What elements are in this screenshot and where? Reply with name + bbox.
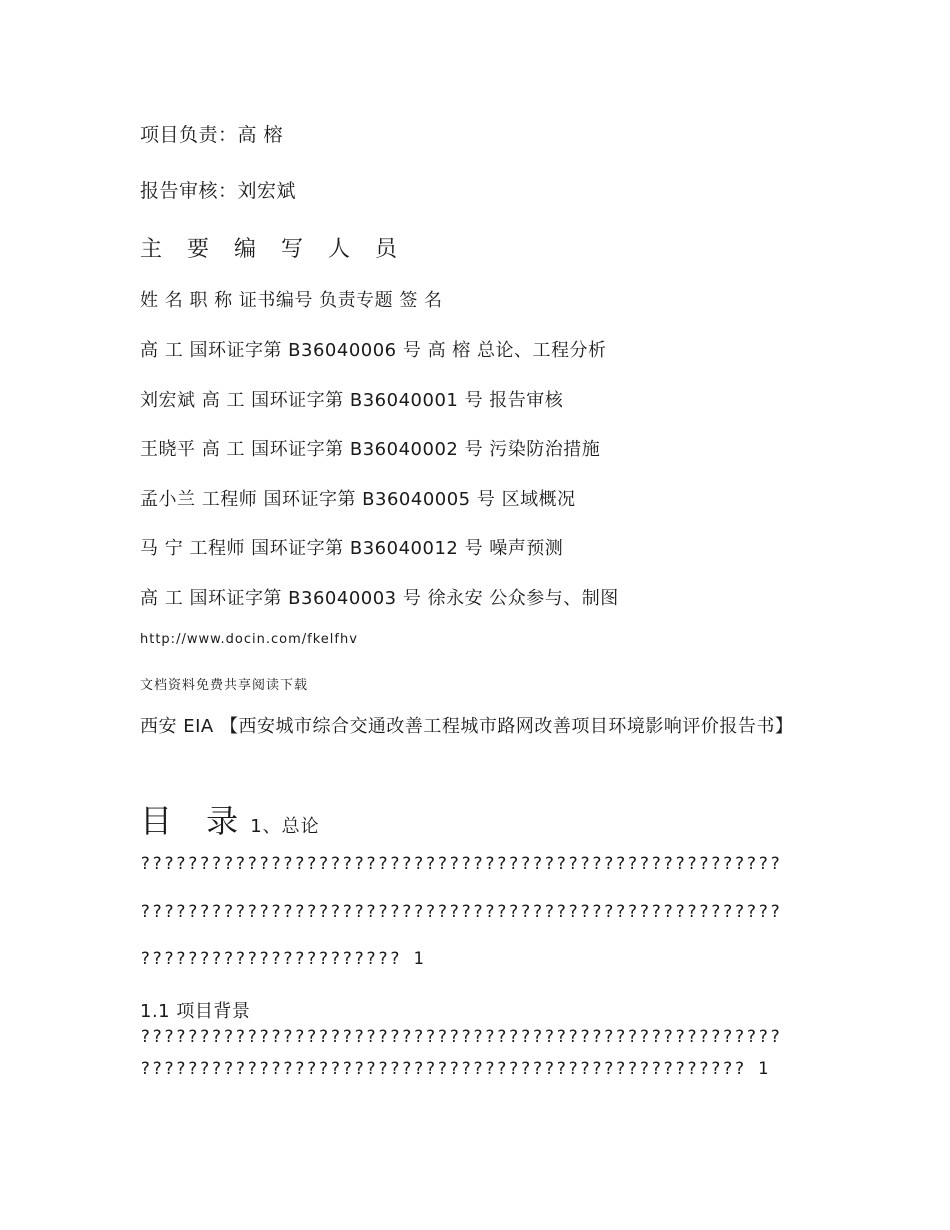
toc-sub-line: ??????????????????????????????????????????????????????: [140, 1027, 782, 1047]
staff-row: 刘宏斌 高 工 国环证字第 B36040001 号 报告审核: [140, 390, 564, 411]
toc-label: 目 录: [140, 802, 251, 840]
staff-heading: 主 要 编 写 人 员: [140, 237, 406, 262]
staff-row: 高 工 国环证字第 B36040003 号 徐永安 公众参与、制图: [140, 588, 619, 609]
source-url: http://www.docin.com/fkelfhv: [140, 632, 358, 647]
project-lead: 项目负责：高 榕: [140, 124, 284, 146]
toc-sub-line: ??????????????????????????????????????????????????? 1: [140, 1059, 770, 1079]
staff-row: 孟小兰 工程师 国环证字第 B36040005 号 区域概况: [140, 489, 576, 510]
toc-first-section: 1、总论: [250, 816, 320, 837]
toc-entry-line: ??????????????????????????????????????????????????????: [140, 854, 782, 874]
toc-subsection-title: 1.1 项目背景: [140, 1001, 251, 1022]
staff-columns: 姓 名 职 称 证书编号 负责专题 签 名: [140, 290, 443, 311]
report-review: 报告审核：刘宏斌: [140, 180, 297, 202]
staff-row: 马 宁 工程师 国环证字第 B36040012 号 噪声预测: [140, 538, 564, 559]
staff-row: 王晓平 高 工 国环证字第 B36040002 号 污染防治措施: [140, 439, 601, 460]
toc-heading-line: [140, 796, 320, 842]
toc-entry-line: ?????????????????????? 1: [140, 949, 426, 969]
document-title: 西安 EIA 【西安城市综合交通改善工程城市路网改善项目环境影响评价报告书】: [140, 716, 794, 737]
staff-row: 高 工 国环证字第 B36040006 号 高 榕 总论、工程分析: [140, 340, 607, 361]
toc-entry-line: ??????????????????????????????????????????????????????: [140, 902, 782, 922]
source-note: 文档资料免费共享阅读下载: [140, 678, 309, 693]
